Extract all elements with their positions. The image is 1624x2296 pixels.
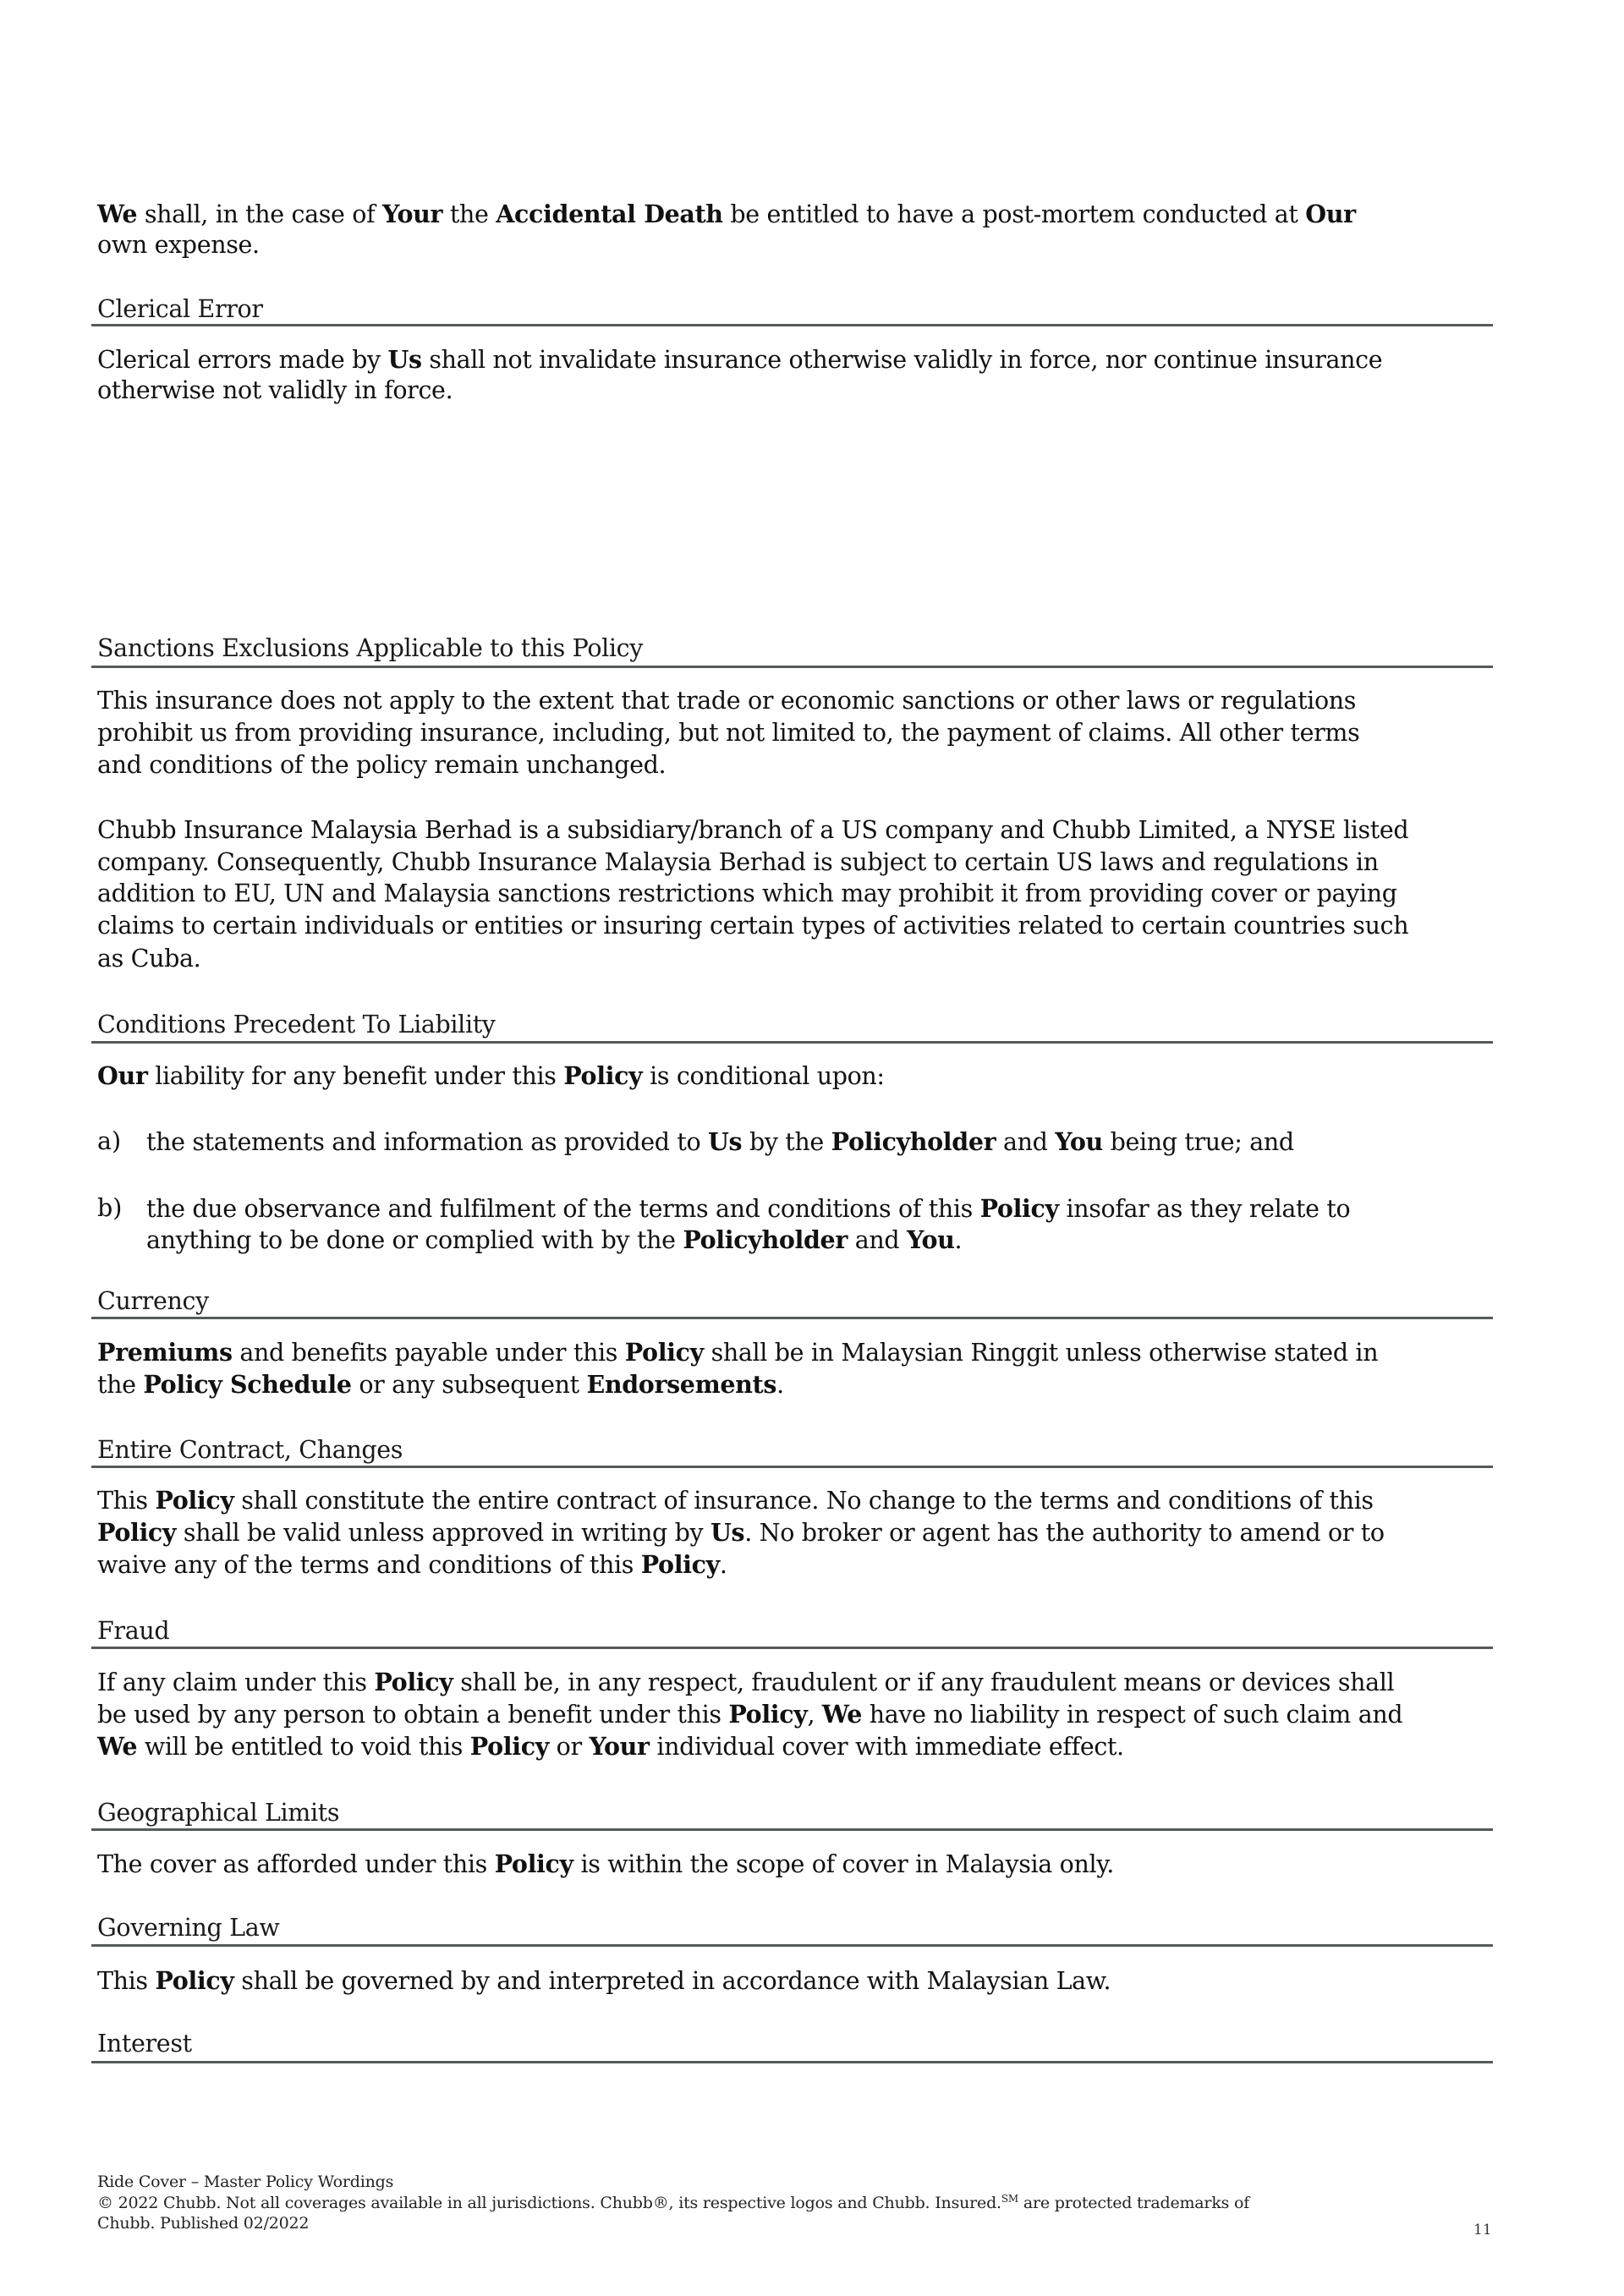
- text-run: anything to be done or complied with by the: [146, 1226, 683, 1254]
- text-run: and conditions of the policy remain unchanged.: [97, 751, 667, 779]
- defined-term: Policy Schedule: [143, 1370, 352, 1399]
- defined-term: Policy: [979, 1194, 1059, 1223]
- text-run: or any subsequent: [351, 1371, 587, 1399]
- footer-copyright-text-end: are protected trademarks of: [1018, 2194, 1250, 2212]
- defined-term: Policy: [97, 1518, 177, 1547]
- section-divider: [91, 1944, 1493, 1947]
- text-run: and: [996, 1128, 1056, 1156]
- text-run: shall be governed by and interpreted in accordance with Malaysian Law.: [233, 1967, 1111, 1995]
- defined-term: You: [1055, 1127, 1103, 1156]
- text-run: .: [719, 1551, 727, 1579]
- text-run: will be entitled to void this: [137, 1733, 470, 1761]
- text-run: the due observance and fulfilment of the terms and conditions of this: [146, 1195, 980, 1223]
- body-line: [97, 914, 1408, 939]
- section-heading-fraud: Fraud: [97, 1617, 170, 1645]
- section-divider: [91, 1828, 1493, 1831]
- text-run: prohibit us from providing insurance, including, but not limited to, the payment of claims. All other terms: [97, 719, 1360, 747]
- intro-line: [97, 233, 260, 258]
- body-line: [97, 848, 1379, 876]
- service-mark: SM: [1001, 2193, 1019, 2205]
- defined-term: Us: [710, 1518, 745, 1547]
- text-run: as Cuba.: [97, 945, 201, 973]
- body-line: [97, 753, 666, 778]
- defined-term: Endorsements: [586, 1370, 777, 1399]
- body-line: [97, 1966, 1111, 1995]
- text-run: have no liability in respect of such claim and: [862, 1701, 1403, 1729]
- body-line: [97, 816, 1409, 844]
- body-line: [97, 947, 200, 972]
- body-line: [97, 1488, 1374, 1514]
- text-run: own expense.: [97, 231, 260, 259]
- footer-copyright: [97, 2195, 1249, 2211]
- body-line: [97, 1849, 1114, 1878]
- text-run: be used by any person to obtain a benefit under this: [97, 1701, 729, 1729]
- defined-term: We: [97, 200, 138, 228]
- defined-term: Policyholder: [831, 1127, 996, 1156]
- text-run: shall be in Malaysian Ringgit unless otherwise stated in: [703, 1339, 1379, 1367]
- section-heading-clerical-error: Clerical Error: [97, 295, 263, 323]
- footer-published: Chubb. Published 02/2022: [97, 2214, 310, 2233]
- text-run: individual cover with immediate effect.: [649, 1733, 1124, 1761]
- section-heading-entire-contract: Entire Contract, Changes: [97, 1436, 403, 1464]
- text-run: liability for any benefit under this: [147, 1062, 564, 1090]
- list-marker-a: a): [97, 1127, 122, 1155]
- body-line: [97, 1340, 1378, 1366]
- text-run: This: [97, 1967, 156, 1995]
- section-heading-interest: Interest: [97, 2030, 192, 2058]
- section-heading-sanctions: Sanctions Exclusions Applicable to this Policy: [97, 634, 644, 662]
- text-run: Chubb Insurance Malaysia Berhad is a subsidiary/branch of a US company and Chubb Limited, a NYSE listed: [97, 816, 1409, 844]
- text-run: is conditional upon:: [642, 1062, 885, 1090]
- defined-term: You: [906, 1225, 955, 1254]
- text-run: .: [954, 1226, 963, 1254]
- text-run: If any claim under this: [97, 1669, 375, 1696]
- body-line: [97, 1518, 1385, 1547]
- defined-term: Us: [387, 345, 422, 374]
- list-item-line: [146, 1194, 1351, 1223]
- section-heading-governing-law: Governing Law: [97, 1914, 280, 1942]
- defined-term: Policy: [155, 1966, 234, 1995]
- footer-copyright-text: © 2022 Chubb. Not all coverages available in all jurisdictions. Chubb®, its respective logos and Chubb. Insured.: [97, 2194, 1001, 2212]
- defined-term: Your: [589, 1732, 650, 1761]
- section-divider: [91, 324, 1493, 326]
- defined-term: Our: [97, 1061, 148, 1090]
- text-run: insofar as they relate to: [1058, 1195, 1351, 1223]
- section-heading-conditions-precedent: Conditions Precedent To Liability: [97, 1011, 496, 1038]
- text-run: the: [97, 1371, 144, 1399]
- text-run: This: [97, 1487, 156, 1515]
- body-line: [97, 1702, 1402, 1728]
- text-run: company. Consequently, Chubb Insurance Malaysia Berhad is subject to certain US laws and regulations in: [97, 848, 1379, 876]
- text-run: otherwise not validly in force.: [97, 376, 453, 404]
- section-divider: [91, 1466, 1493, 1468]
- defined-term: Policy: [374, 1668, 453, 1696]
- text-run: shall, in the case of: [137, 200, 382, 228]
- text-run: This insurance does not apply to the extent that trade or economic sanctions or other laws or regulations: [97, 687, 1357, 715]
- section-divider: [91, 1317, 1493, 1319]
- section-divider: [91, 1647, 1493, 1649]
- body-line: [97, 721, 1359, 746]
- defined-term: Policy: [563, 1061, 643, 1090]
- text-run: the statements and information as provided to: [146, 1128, 709, 1156]
- body-line: [97, 1061, 885, 1090]
- text-run: be entitled to have a post-mortem conducted at: [722, 200, 1306, 228]
- defined-term: Policy: [728, 1700, 808, 1729]
- text-run: ,: [807, 1701, 822, 1729]
- list-marker-b: b): [97, 1194, 123, 1222]
- footer-document-title: Ride Cover – Master Policy Wordings: [97, 2173, 394, 2191]
- text-run: . No broker or agent has the authority to amend or to: [744, 1519, 1385, 1547]
- defined-term: Policy: [469, 1732, 549, 1761]
- text-run: claims to certain individuals or entities or insuring certain types of activities related to certain countries such: [97, 912, 1409, 940]
- page-number: 11: [1473, 2222, 1492, 2238]
- text-run: is within the scope of cover in Malaysia only.: [573, 1850, 1114, 1878]
- text-run: shall be, in any respect, fraudulent or if any fraudulent means or devices shall: [453, 1669, 1395, 1696]
- defined-term: Our: [1305, 200, 1356, 228]
- text-run: The cover as afforded under this: [97, 1850, 495, 1878]
- body-line: [97, 376, 453, 404]
- text-run: shall not invalidate insurance otherwise validly in force, nor continue insurance: [421, 346, 1383, 374]
- defined-term: We: [97, 1732, 138, 1761]
- text-run: shall constitute the entire contract of insurance. No change to the terms and conditions of this: [233, 1487, 1374, 1515]
- defined-term: Policy: [624, 1338, 704, 1367]
- defined-term: We: [821, 1700, 863, 1729]
- body-line: [97, 1734, 1124, 1760]
- section-divider: [91, 666, 1493, 668]
- body-line: [97, 1550, 727, 1579]
- text-run: shall be valid unless approved in writing by: [176, 1519, 711, 1547]
- text-run: the: [442, 200, 497, 228]
- defined-term: Premiums: [97, 1338, 233, 1367]
- intro-line: [97, 202, 1356, 227]
- text-run: .: [776, 1371, 784, 1399]
- list-item-line: [146, 1127, 1294, 1156]
- defined-term: Accidental Death: [496, 200, 723, 228]
- body-line: [97, 879, 1397, 907]
- text-run: or: [548, 1733, 590, 1761]
- text-run: Clerical errors made by: [97, 346, 388, 374]
- text-run: and: [848, 1226, 907, 1254]
- defined-term: Policyholder: [683, 1225, 848, 1254]
- text-run: addition to EU, UN and Malaysia sanctions restrictions which may prohibit it from providing cover or paying: [97, 879, 1397, 907]
- section-heading-geographical-limits: Geographical Limits: [97, 1799, 340, 1827]
- list-item-line: [146, 1225, 963, 1254]
- section-heading-currency: Currency: [97, 1287, 209, 1315]
- text-run: being true; and: [1102, 1128, 1294, 1156]
- text-run: by the: [742, 1128, 831, 1156]
- body-line: [97, 345, 1383, 374]
- body-line: [97, 1670, 1394, 1696]
- defined-term: Policy: [640, 1550, 720, 1579]
- defined-term: Policy: [494, 1849, 573, 1878]
- defined-term: Policy: [155, 1486, 234, 1515]
- defined-term: Us: [708, 1127, 743, 1156]
- text-run: and benefits payable under this: [232, 1339, 625, 1367]
- section-divider: [91, 2061, 1493, 2063]
- defined-term: Your: [382, 200, 443, 228]
- body-line: [97, 1370, 784, 1399]
- text-run: waive any of the terms and conditions of this: [97, 1551, 641, 1579]
- section-divider: [91, 1041, 1493, 1044]
- body-line: [97, 689, 1356, 714]
